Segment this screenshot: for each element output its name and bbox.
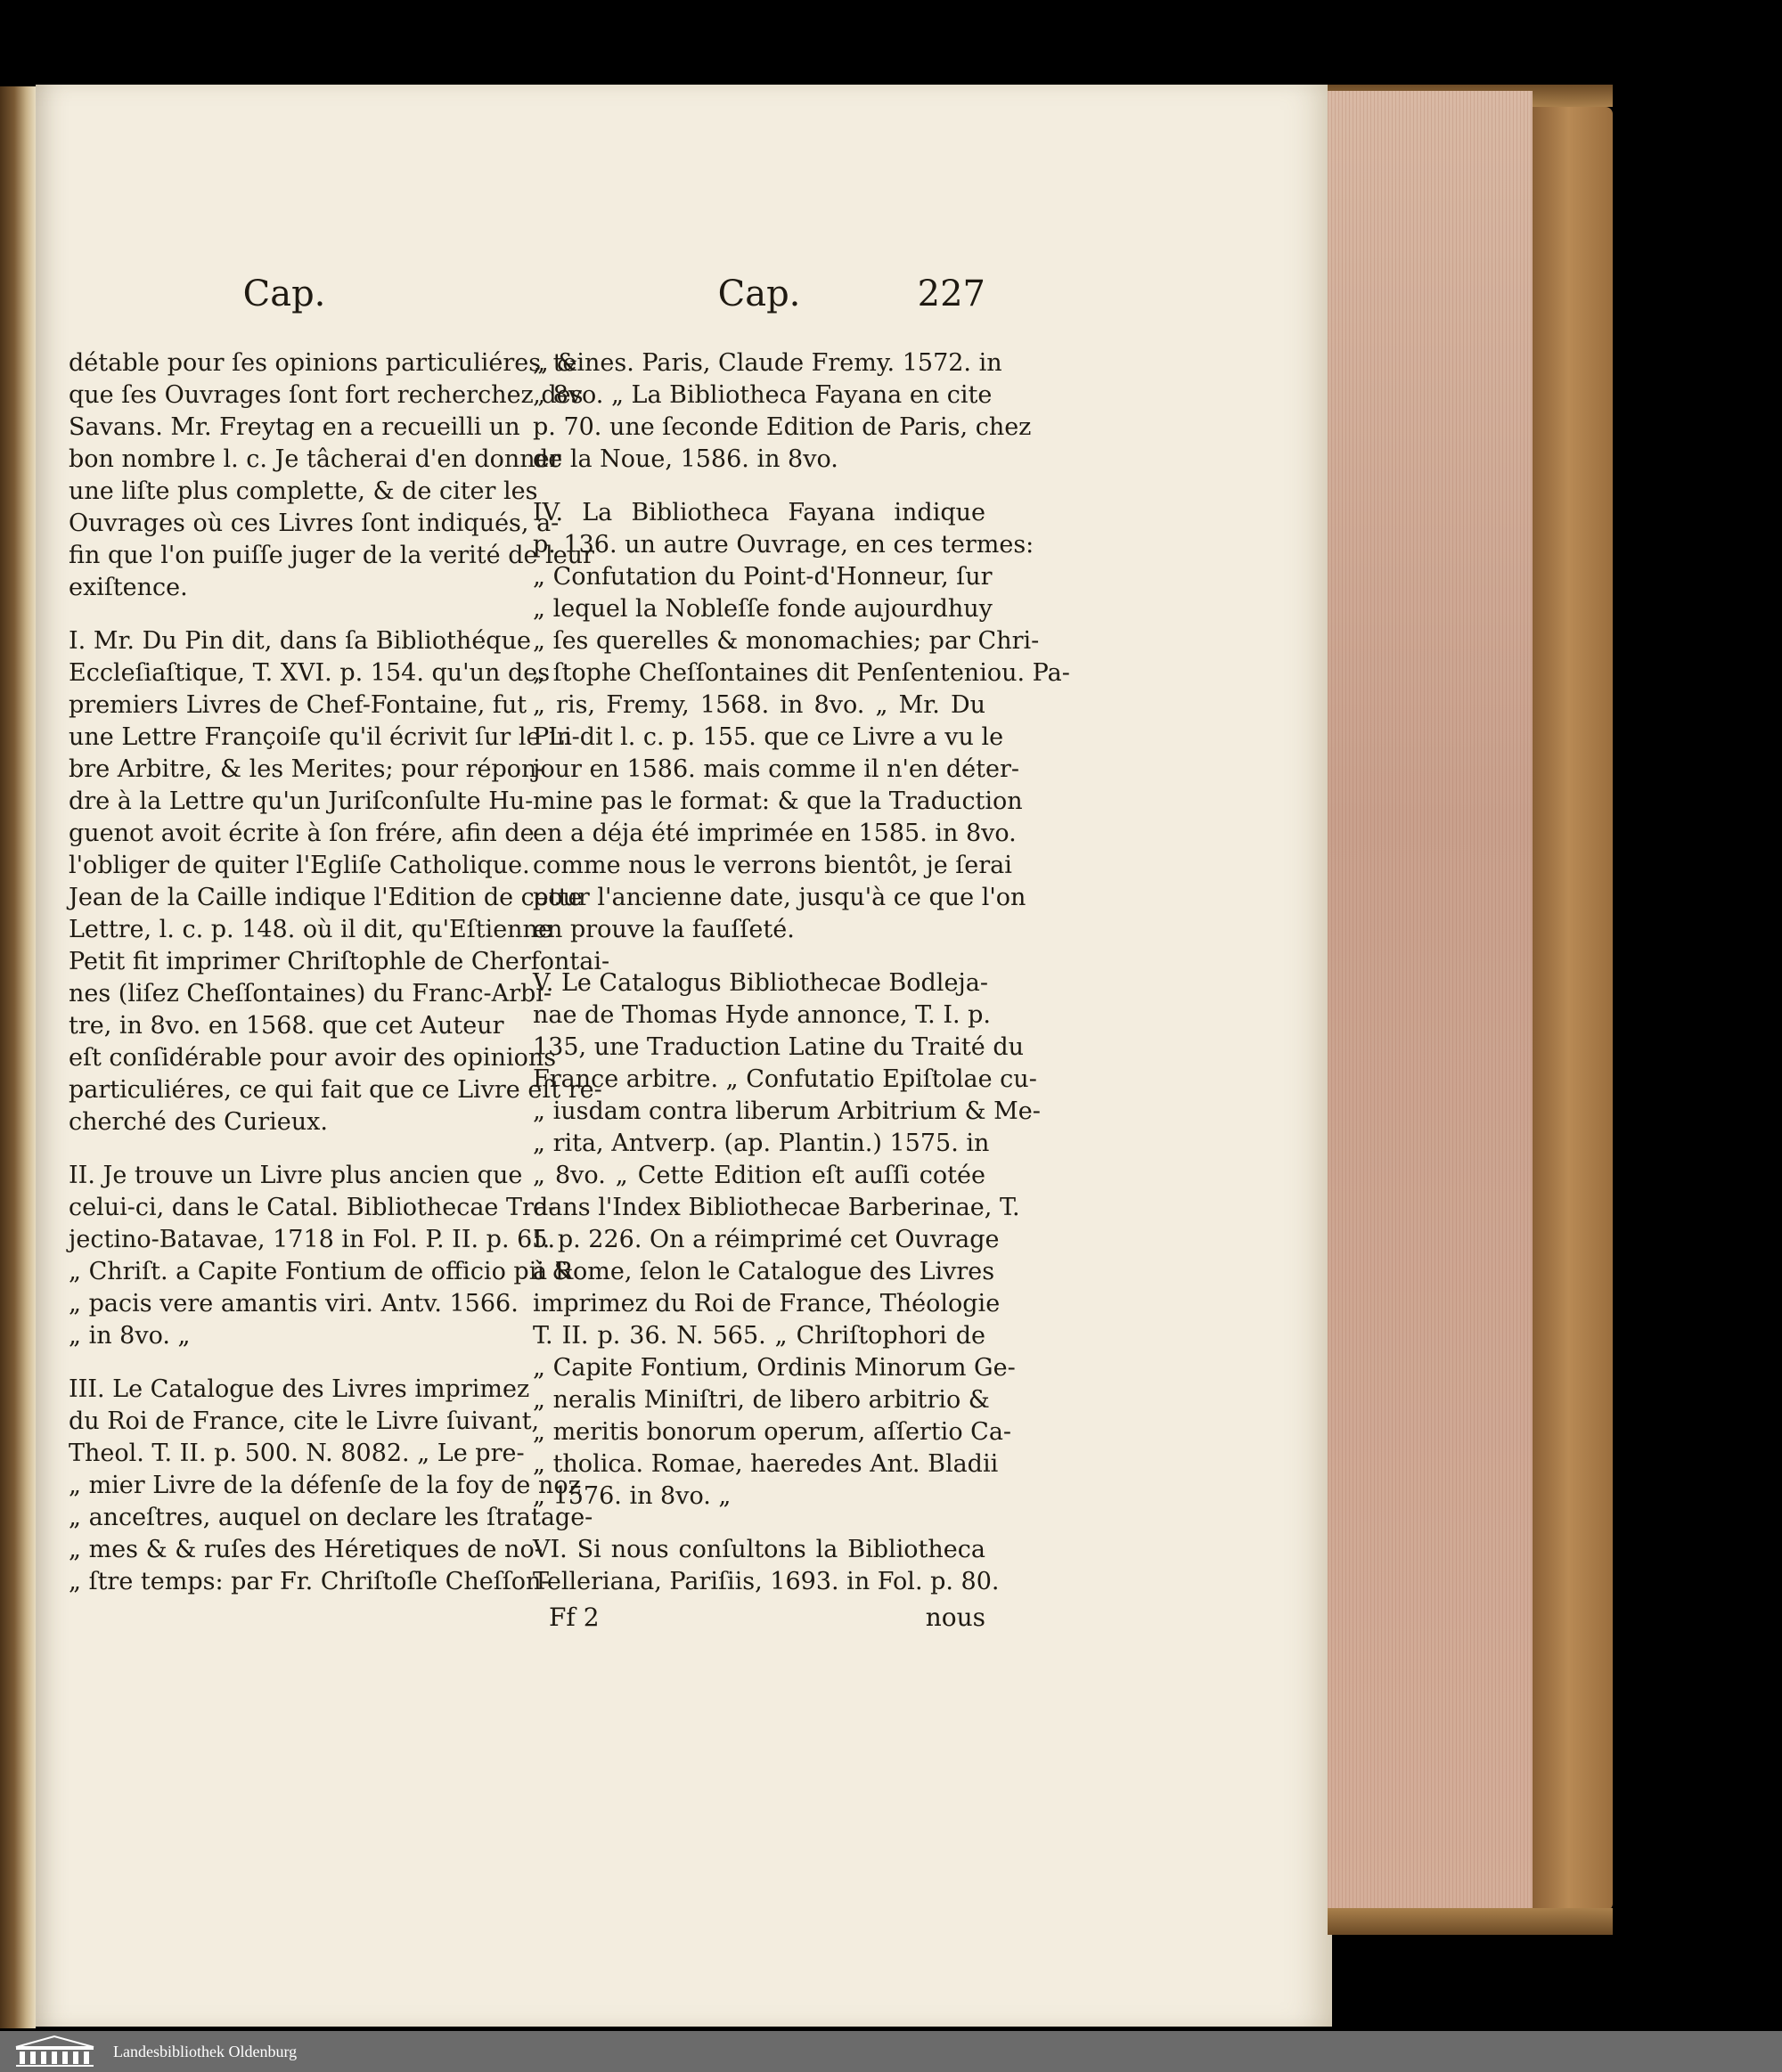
text-line: de la Noue, 1586. in 8vo. bbox=[533, 445, 838, 473]
text-line: „ ris, Fremy, 1568. in 8vo. „ Mr. Du bbox=[533, 691, 985, 719]
text-line: que ſes Ouvrages ſont fort recherchez des bbox=[69, 381, 584, 409]
text-line: une liſte plus complette, & de citer les bbox=[69, 477, 538, 505]
text-line: VI. Si nous conſultons la Bibliotheca bbox=[533, 1536, 985, 1563]
text-line: „ Chriſt. a Capite Fontium de officio pii & bbox=[69, 1258, 574, 1285]
text-line: „ 8vo. „ Cette Edition eſt auſſi cotée bbox=[533, 1162, 985, 1189]
text-line: T. II. p. 36. N. 565. „ Chriſtophori de bbox=[533, 1322, 985, 1350]
paragraph-gap bbox=[69, 604, 500, 625]
text-line: „ ſtre temps: par Fr. Chriſtoſle Cheſſon- bbox=[69, 1568, 550, 1595]
text-line: IV. La Bibliotheca Fayana indique bbox=[533, 499, 985, 526]
text-line: „ teines. Paris, Claude Fremy. 1572. in bbox=[533, 349, 1002, 377]
paragraph-gap bbox=[69, 1138, 500, 1160]
catchword: nous bbox=[925, 1603, 985, 1632]
text-line: guenot avoit écrite à ſon frére, afin de bbox=[69, 820, 535, 847]
library-building-icon bbox=[12, 2035, 97, 2068]
text-line: „ lequel la Nobleſſe fonde aujourdhuy bbox=[533, 595, 993, 623]
text-line: „ mes & & ruſes des Héretiques de no- bbox=[69, 1536, 543, 1563]
text-line: en a déja été imprimée en 1585. in 8vo. bbox=[533, 820, 1017, 847]
text-line: Eccleſiaſtique, T. XVI. p. 154. qu'un des bbox=[69, 659, 551, 687]
text-line: „ 1576. in 8vo. „ bbox=[533, 1482, 732, 1510]
text-line: bon nombre l. c. Je tâcherai d'en donner bbox=[69, 445, 561, 473]
text-line: eſt conſidérable pour avoir des opinions bbox=[69, 1044, 557, 1072]
text-line: exiſtence. bbox=[69, 574, 188, 601]
text-line: fin que l'on puiſſe juger de la verité de leur bbox=[69, 542, 594, 569]
text-line: à Rome, ſelon le Catalogue des Livres bbox=[533, 1258, 995, 1285]
paragraph-gap bbox=[69, 1352, 500, 1374]
right-running-head bbox=[533, 267, 985, 347]
text-line: Telleriana, Pariſiis, 1693. in Fol. p. 80. bbox=[533, 1568, 1000, 1595]
paragraph-gap bbox=[533, 946, 985, 967]
text-line: détable pour ſes opinions particuliéres, & bbox=[69, 349, 578, 377]
text-line: pour l'ancienne date, jusqu'à ce que l'on bbox=[533, 884, 1026, 911]
right-column bbox=[533, 267, 1070, 1634]
text-line: p. 136. un autre Ouvrage, en ces termes: bbox=[533, 531, 1034, 559]
text-line: „ 8vo. „ La Bibliotheca Fayana en cite bbox=[533, 381, 993, 409]
page-block-edge bbox=[1328, 91, 1533, 1908]
text-line: Lettre, l. c. p. 148. où il dit, qu'Eſtienne bbox=[69, 916, 552, 943]
page-number: 227 bbox=[917, 273, 985, 314]
text-line: jour en 1586. mais comme il n'en déter- bbox=[533, 755, 1019, 783]
text-line: une Lettre Françoiſe qu'il écrivit ſur le Li- bbox=[69, 723, 580, 751]
text-line: Savans. Mr. Freytag en a recueilli un bbox=[69, 413, 520, 441]
text-line: III. Le Catalogue des Livres imprimez bbox=[69, 1375, 530, 1403]
left-text-body bbox=[69, 347, 610, 1598]
text-line: V. Le Catalogus Bibliothecae Bodleja- bbox=[533, 969, 989, 997]
left-column bbox=[69, 267, 610, 1598]
text-line: tre, in 8vo. en 1568. que cet Auteur bbox=[69, 1012, 504, 1040]
text-line: Ouvrages où ces Livres ſont indiqués, a- bbox=[69, 510, 560, 537]
text-line: „ in 8vo. „ bbox=[69, 1322, 191, 1350]
text-line: mine pas le format: & que la Traduction bbox=[533, 787, 1023, 815]
library-footer-bar bbox=[0, 2031, 1782, 2072]
signature-mark: Ff 2 bbox=[549, 1603, 600, 1632]
text-line: jectino-Batavae, 1718 in Fol. P. II. p. 65. bbox=[69, 1226, 556, 1253]
text-line: imprimez du Roi de France, Théologie bbox=[533, 1290, 1001, 1317]
page-footer-line bbox=[533, 1602, 985, 1634]
text-line: comme nous le verrons bientôt, je ſerai bbox=[533, 852, 1012, 879]
text-line: bre Arbitre, & les Merites; pour répon- bbox=[69, 755, 545, 783]
book-cover-bottom bbox=[1328, 1908, 1613, 1935]
text-line: „ Capite Fontium, Ordinis Minorum Ge- bbox=[533, 1354, 1016, 1382]
text-line: „ meritis bonorum operum, aſſertio Ca- bbox=[533, 1418, 1012, 1446]
text-line: 135, une Traduction Latine du Traité du bbox=[533, 1033, 1025, 1061]
left-header-text: Cap. bbox=[242, 273, 326, 314]
text-line: France arbitre. „ Confutatio Epiſtolae cu- bbox=[533, 1065, 1037, 1093]
library-name: Landesbibliothek Oldenburg bbox=[113, 2042, 298, 2060]
text-line: dre à la Lettre qu'un Juriſconſulte Hu- bbox=[69, 787, 534, 815]
text-line: Petit fit imprimer Chriſtophle de Cherfontai- bbox=[69, 948, 610, 975]
text-line: „ mier Livre de la défenſe de la foy de noz bbox=[69, 1472, 581, 1499]
text-line: celui-ci, dans le Catal. Bibliothecae Tra- bbox=[69, 1194, 557, 1221]
left-running-head bbox=[69, 267, 500, 347]
book-left-edge bbox=[0, 86, 36, 2028]
text-line: cherché des Curieux. bbox=[69, 1108, 328, 1136]
book-cover-right bbox=[1533, 107, 1613, 1911]
text-line: nes (liſez Cheſſontaines) du Franc-Arbi- bbox=[69, 980, 552, 1007]
text-line: nae de Thomas Hyde annonce, T. I. p. bbox=[533, 1001, 992, 1029]
text-line: „ ſes querelles & monomachies; par Chri- bbox=[533, 627, 1040, 655]
text-line: „ pacis vere amantis viri. Antv. 1566. bbox=[69, 1290, 519, 1317]
text-line: „ anceſtres, auquel on declare les ſtratage- bbox=[69, 1504, 593, 1531]
text-line: du Roi de France, cite le Livre ſuivant, bbox=[69, 1407, 540, 1435]
paragraph-gap bbox=[533, 1513, 985, 1534]
text-line: II. Je trouve un Livre plus ancien que bbox=[69, 1162, 523, 1189]
text-line: „ neralis Miniſtri, de libero arbitrio & bbox=[533, 1386, 990, 1414]
text-line: „ Confutation du Point-d'Honneur, ſur bbox=[533, 563, 993, 591]
text-line: Pin dit l. c. p. 155. que ce Livre a vu le bbox=[533, 723, 1004, 751]
text-line: „ rita, Antverp. (ap. Plantin.) 1575. in bbox=[533, 1130, 990, 1157]
text-line: Theol. T. II. p. 500. N. 8082. „ Le pre- bbox=[69, 1440, 525, 1467]
text-line: dans l'Index Bibliothecae Barberinae, T. bbox=[533, 1194, 1020, 1221]
text-line: premiers Livres de Chef-Fontaine, fut bbox=[69, 691, 527, 719]
right-header-text: Cap. bbox=[717, 273, 801, 314]
paragraph-gap bbox=[533, 476, 985, 497]
text-line: „ ſtophe Cheſſontaines dit Penſenteniou. Pa- bbox=[533, 659, 1070, 687]
text-line: particuliéres, ce qui fait que ce Livre eſt re- bbox=[69, 1076, 602, 1104]
text-line: „ iusdam contra liberum Arbitrium & Me- bbox=[533, 1097, 1041, 1125]
text-line: I. Mr. Du Pin dit, dans ſa Bibliothéque bbox=[69, 627, 531, 655]
text-line: Jean de la Caille indique l'Edition de cette bbox=[69, 884, 583, 911]
text-line: „ tholica. Romae, haeredes Ant. Bladii bbox=[533, 1450, 999, 1478]
text-line: l'obliger de quiter l'Egliſe Catholique. bbox=[69, 852, 530, 879]
text-line: p. 70. une ſeconde Edition de Paris, chez bbox=[533, 413, 1032, 441]
text-line: I. p. 226. On a réimprimé cet Ouvrage bbox=[533, 1226, 1000, 1253]
text-line: en prouve la fauſſeté. bbox=[533, 916, 795, 943]
right-text-body bbox=[533, 347, 1070, 1598]
